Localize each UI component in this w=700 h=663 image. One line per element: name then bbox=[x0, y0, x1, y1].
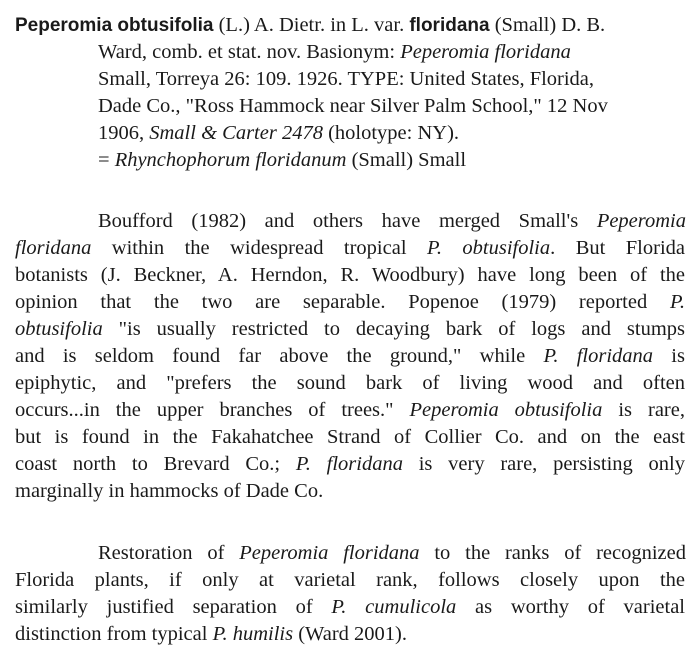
synonym-line bbox=[98, 148, 466, 172]
p2-line-4 bbox=[15, 622, 407, 646]
p1-line-7: epiphytic, and "prefers the sound bark of living wood and often bbox=[15, 372, 685, 394]
p1-text: occurs...in the upper branches of trees." bbox=[15, 399, 410, 421]
p1-italic: P. floridana bbox=[543, 345, 654, 367]
taxon-line-3: Small, Torreya 26: 109. 1926. TYPE: United States, Florida, bbox=[98, 68, 595, 90]
p2-italic: Peperomia floridana bbox=[239, 542, 420, 564]
taxon-variety: floridana bbox=[409, 15, 490, 36]
p2-text: (Ward 2001). bbox=[293, 623, 407, 645]
p1-text: . But Florida bbox=[550, 237, 685, 259]
p1-line-2 bbox=[15, 236, 685, 260]
p2-line-3 bbox=[15, 595, 685, 619]
variety-authority: (Small) D. B. bbox=[489, 14, 606, 36]
p1-text: Boufford (1982) and others have merged Small's bbox=[98, 210, 597, 232]
basionym: Peperomia floridana bbox=[400, 41, 571, 63]
p2-text: distinction from typical bbox=[15, 623, 213, 645]
p2-text: Restoration of bbox=[98, 542, 240, 564]
taxon-line-1 bbox=[15, 13, 605, 38]
type-year: 1906, bbox=[98, 122, 150, 144]
p1-text: opinion that the two are separable. Popenoe (1979) reported bbox=[15, 291, 670, 313]
p1-line-3: botanists (J. Beckner, A. Herndon, R. Woodbury) have long been of the bbox=[15, 264, 685, 286]
p1-text: "is usually restricted to decaying bark of logs and stumps bbox=[102, 318, 685, 340]
p1-line-10 bbox=[15, 452, 685, 476]
p2-line-2: Florida plants, if only at varietal rank, follows closely upon the bbox=[15, 569, 685, 591]
taxon-authority: (L.) A. Dietr. in L. var. bbox=[213, 14, 410, 36]
p1-text: is rare, bbox=[602, 399, 685, 421]
p2-text: to the ranks of recognized bbox=[419, 542, 686, 564]
p1-italic: Peperomia obtusifolia bbox=[409, 399, 603, 421]
p1-text: coast north to Brevard Co.; bbox=[15, 453, 296, 475]
p1-italic: P. bbox=[669, 291, 685, 313]
p1-line-4 bbox=[15, 290, 685, 314]
p1-italic: Peperomia bbox=[596, 210, 686, 232]
p1-text: within the widespread tropical bbox=[91, 237, 427, 259]
p1-line-9: but is found in the Fakahatchee Strand of Collier Co. and on the east bbox=[15, 426, 685, 448]
p2-italic: P. cumulicola bbox=[331, 596, 457, 618]
collectors: Small & Carter 2478 bbox=[149, 122, 323, 144]
p1-line-11: marginally in hammocks of Dade Co. bbox=[15, 480, 324, 502]
holotype: (holotype: NY). bbox=[322, 122, 460, 144]
p1-text: is very rare, persisting only bbox=[402, 453, 685, 475]
p1-line-1 bbox=[98, 209, 686, 233]
p2-text: similarly justified separation of bbox=[15, 596, 332, 618]
p1-italic: floridana bbox=[15, 237, 92, 259]
taxon-line-5 bbox=[98, 121, 459, 145]
p1-italic: P. obtusifolia bbox=[426, 237, 551, 259]
combination-text: Ward, comb. et stat. nov. Basionym: bbox=[98, 41, 401, 63]
p2-text: as worthy of varietal bbox=[456, 596, 685, 618]
p1-italic: obtusifolia bbox=[15, 318, 103, 340]
synonym-authority: (Small) Small bbox=[346, 149, 467, 171]
p1-line-5 bbox=[15, 317, 685, 341]
p1-italic: P. floridana bbox=[295, 453, 403, 475]
taxon-name: Peperomia obtusifolia bbox=[15, 15, 214, 36]
taxon-line-2 bbox=[98, 40, 571, 64]
p1-text: is bbox=[653, 345, 685, 367]
p1-text: and is seldom found far above the ground," while bbox=[15, 345, 544, 367]
synonym-prefix: = bbox=[98, 149, 115, 171]
p2-line-1 bbox=[98, 541, 686, 565]
p1-line-6 bbox=[15, 344, 685, 368]
p2-italic: P. humilis bbox=[212, 623, 294, 645]
taxon-line-4: Dade Co., "Ross Hammock near Silver Palm School," 12 Nov bbox=[98, 95, 608, 117]
synonym-name: Rhynchophorum floridanum bbox=[114, 149, 347, 171]
p1-line-8 bbox=[15, 398, 685, 422]
